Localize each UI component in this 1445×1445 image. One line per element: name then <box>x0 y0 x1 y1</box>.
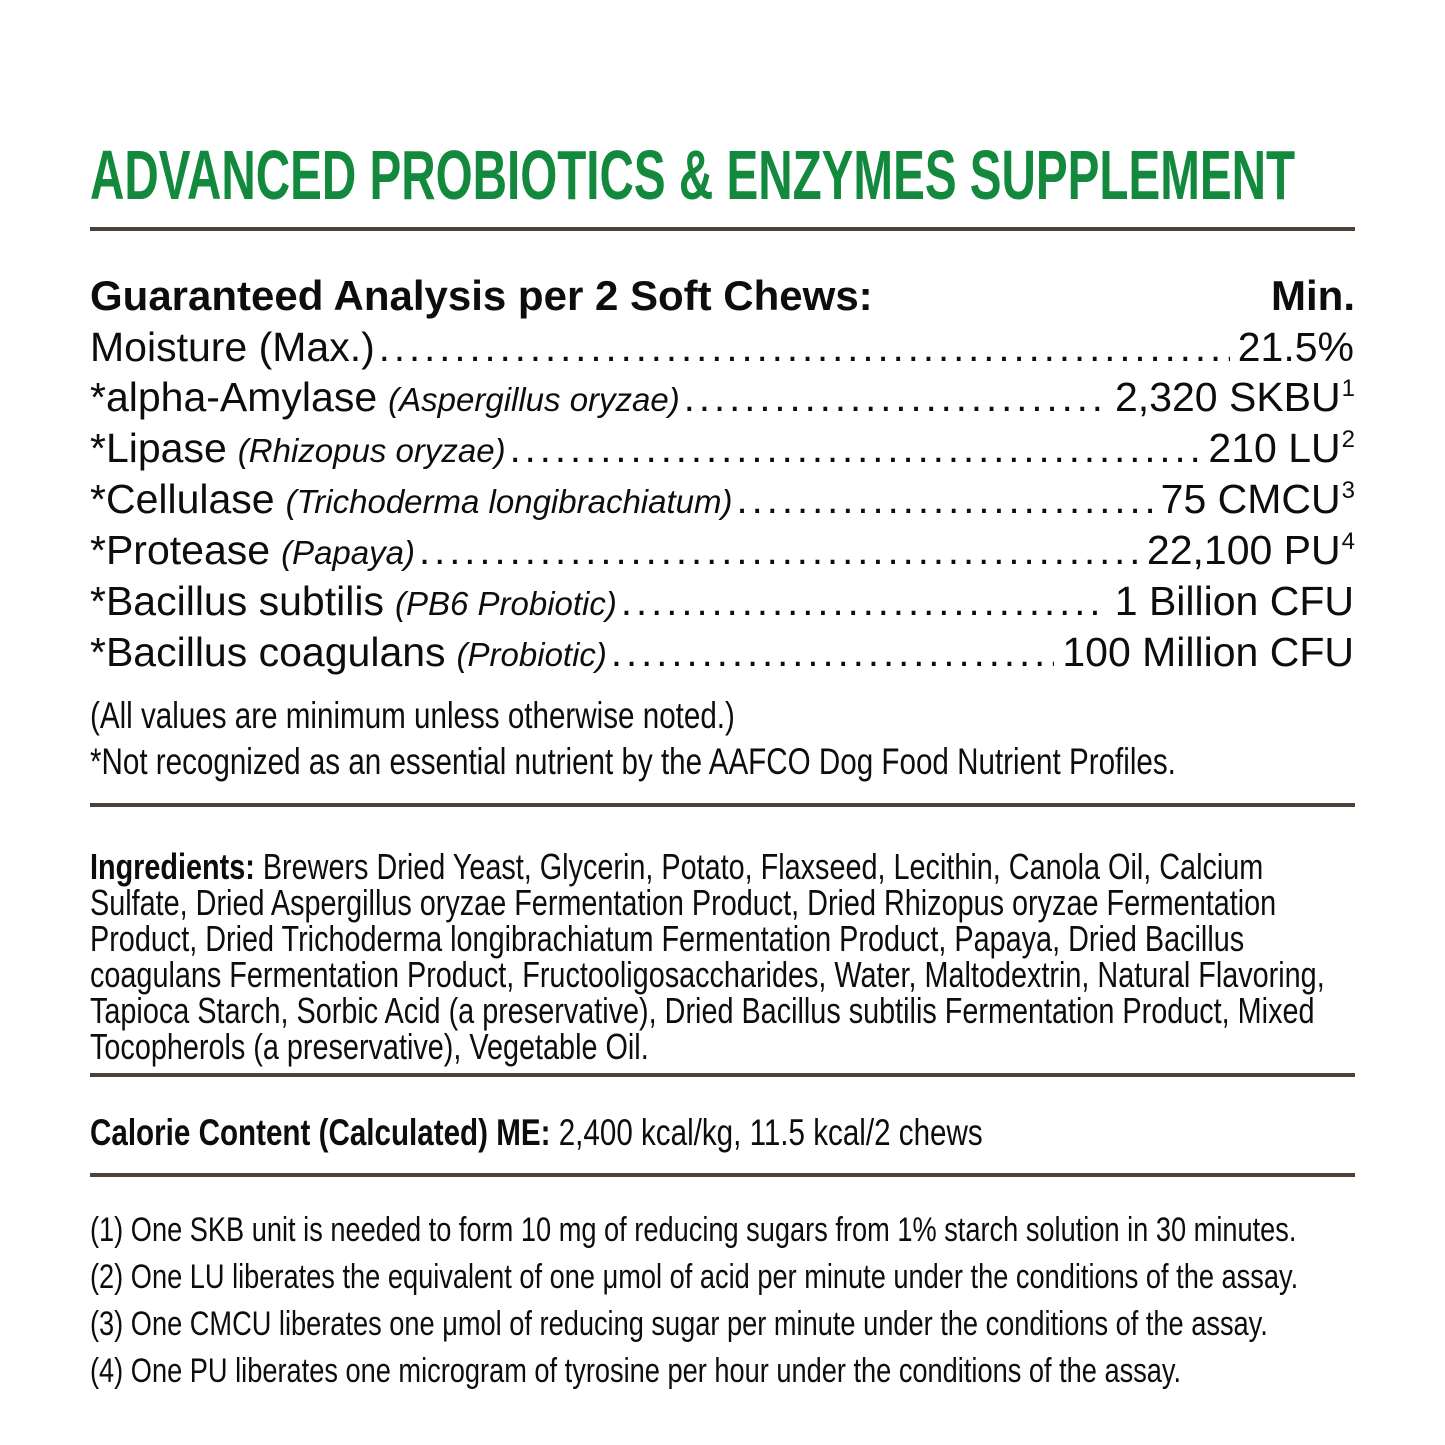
dot-leader <box>737 475 1153 525</box>
analysis-row-moisture <box>90 323 1355 373</box>
footnote-2: (2) One LU liberates the equivalent of one μmol of acid per minute under the conditions of the assay. <box>90 1258 1299 1296</box>
analysis-heading: Guaranteed Analysis per 2 Soft Chews: <box>90 272 873 319</box>
aafco-note: *Not recognized as an essential nutrient by the AAFCO Dog Food Nutrient Profiles. <box>90 741 1176 782</box>
dot-leader <box>684 373 1107 423</box>
ingredients-paragraph <box>90 846 1355 1067</box>
nutrient-source: (Papaya) <box>281 534 415 571</box>
calorie-content-line <box>90 1113 1355 1153</box>
analysis-row-bacillus-subtilis <box>90 577 1355 628</box>
ingredients-list: Brewers Dried Yeast, Glycerin, Potato, Flaxseed, Lecithin, Canola Oil, Calcium Sulfate, Dried Aspergillus oryzae Fermentation Product, Dried Rhizopus oryzae Fermentation Product, Dried Trichoderma longibrachiatum Fermentation Product, Papaya, Dried Bacillus coagulans Fermentation Product, Fructooligosaccharides, Water, Maltodextrin, Natural Flavoring, Tapioca Starch, Sorbic Acid (a preservative), Dried Bacillus subtilis Fermentation Product, Mixed Tocopherols (a preservative), Vegetable Oil. <box>90 846 1325 1067</box>
nutrient-name: *Cellulase <box>90 476 275 522</box>
dot-leader <box>379 323 1230 373</box>
nutrient-value: 1 Billion CFU <box>1114 578 1354 624</box>
supplement-label <box>90 0 1355 1401</box>
nutrient-name: Moisture (Max.) <box>90 324 375 370</box>
nutrient-name: *Protease <box>90 527 271 573</box>
dot-leader <box>419 526 1139 576</box>
divider-top <box>90 227 1355 231</box>
nutrient-name: *Lipase <box>90 425 227 471</box>
ingredients-label: Ingredients: <box>90 846 255 887</box>
analysis-row-bacillus-coagulans <box>90 628 1355 679</box>
analysis-row-alpha-amylase: *alpha-Amylase (Aspergillus oryzae) ..... 2,320 SKBU 1 <box>90 373 1355 424</box>
nutrient-source: (Aspergillus oryzae) <box>388 381 680 418</box>
dot-leader <box>510 424 1201 474</box>
nutrient-source: (Trichoderma longibrachiatum) <box>285 483 733 520</box>
nutrient-value: 210 LU <box>1208 425 1341 471</box>
analysis-header-row <box>90 271 1355 321</box>
analysis-rows <box>90 323 1355 679</box>
dot-leader <box>621 577 1107 627</box>
nutrient-name: *alpha-Amylase <box>90 374 378 420</box>
min-column-header: Min. <box>1271 272 1355 319</box>
analysis-row-lipase: *Lipase (Rhizopus oryzae) ..... 210 LU 2 <box>90 424 1355 475</box>
divider-calories <box>90 1173 1355 1177</box>
analysis-row-cellulase: *Cellulase (Trichoderma longibrachiatum) ..... 75 CMCU 3 <box>90 475 1355 526</box>
divider-analysis <box>90 803 1355 807</box>
calorie-value: 2,400 kcal/kg, 11.5 kcal/2 chews <box>558 1112 983 1153</box>
nutrient-source: (Probiotic) <box>456 636 607 673</box>
nutrient-name: *Bacillus coagulans <box>90 629 446 675</box>
analysis-row-protease: *Protease (Papaya) ..... 22,100 PU 4 <box>90 526 1355 577</box>
label-title: ADVANCED PROBIOTICS & ENZYMES SUPPLEMENT <box>90 136 1296 214</box>
nutrient-value: 2,320 SKBU <box>1115 374 1341 420</box>
calorie-label: Calorie Content (Calculated) ME: <box>90 1112 551 1153</box>
divider-ingredients <box>90 1073 1355 1077</box>
footnote-4: (4) One PU liberates one microgram of tyrosine per hour under the conditions of the assay. <box>90 1352 1182 1390</box>
footnote-1: (1) One SKB unit is needed to form 10 mg of reducing sugars from 1% starch solution in 30 minutes. <box>90 1211 1297 1249</box>
guaranteed-analysis-section <box>90 271 1355 785</box>
footnotes-section <box>90 1213 1355 1388</box>
nutrient-name: *Bacillus subtilis <box>90 578 384 624</box>
footnote-3: (3) One CMCU liberates one μmol of reducing sugar per minute under the conditions of the assay. <box>90 1305 1268 1343</box>
nutrient-value: 75 CMCU <box>1160 476 1341 522</box>
dot-leader <box>611 628 1054 678</box>
nutrient-source: (Rhizopus oryzae) <box>237 432 506 469</box>
nutrient-value: 22,100 PU <box>1146 527 1341 573</box>
minimum-values-note: (All values are minimum unless otherwise noted.) <box>90 695 735 736</box>
nutrient-source: (PB6 Probiotic) <box>394 585 617 622</box>
nutrient-value: 21.5% <box>1237 324 1354 370</box>
nutrient-value: 100 Million CFU <box>1062 629 1354 675</box>
